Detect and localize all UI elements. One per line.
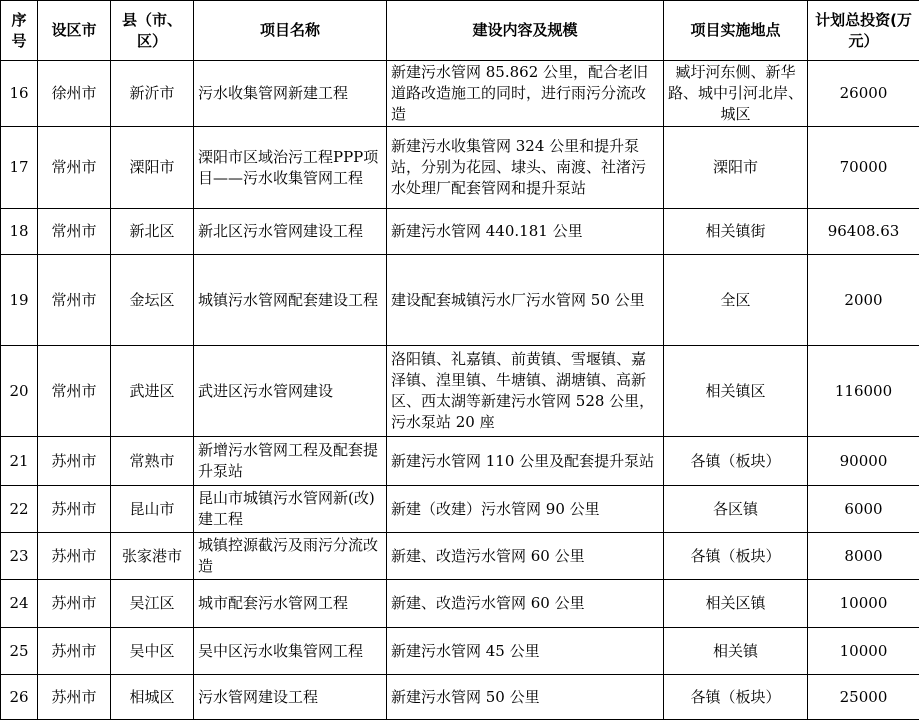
cell-county: 金坛区 [111,255,194,346]
cell-county: 相城区 [111,675,194,720]
cell-investment: 2000 [808,255,919,346]
cell-city: 常州市 [38,209,111,255]
cell-project-name: 武进区污水管网建设 [194,346,387,437]
cell-location: 各区镇 [664,486,808,533]
cell-no: 23 [1,533,38,580]
cell-project-name: 溧阳市区域治污工程PPP项目——污水收集管网工程 [194,127,387,209]
cell-project-name: 新北区污水管网建设工程 [194,209,387,255]
cell-investment: 70000 [808,127,919,209]
table-row [1,486,919,533]
cell-investment: 96408.63 [808,209,919,255]
header-project-name: 项目名称 [194,1,387,61]
header-no: 序号 [1,1,38,61]
table-row [1,675,919,720]
cell-location: 各镇（板块） [664,437,808,486]
cell-investment: 10000 [808,628,919,675]
table-row [1,127,919,209]
cell-no: 20 [1,346,38,437]
cell-project-name: 污水收集管网新建工程 [194,61,387,127]
cell-no: 25 [1,628,38,675]
header-location: 项目实施地点 [664,1,808,61]
cell-content: 建设配套城镇污水厂污水管网 50 公里 [387,255,664,346]
cell-county: 张家港市 [111,533,194,580]
table-row [1,533,919,580]
cell-city: 徐州市 [38,61,111,127]
cell-investment: 10000 [808,580,919,628]
cell-project-name: 昆山市城镇污水管网新(改)建工程 [194,486,387,533]
cell-project-name: 吴中区污水收集管网工程 [194,628,387,675]
cell-content: 新建（改建）污水管网 90 公里 [387,486,664,533]
table-row [1,346,919,437]
cell-project-name: 新增污水管网工程及配套提升泵站 [194,437,387,486]
cell-location: 各镇（板块） [664,533,808,580]
cell-no: 16 [1,61,38,127]
cell-location: 相关镇区 [664,346,808,437]
cell-location: 各镇（板块） [664,675,808,720]
cell-investment: 25000 [808,675,919,720]
cell-no: 18 [1,209,38,255]
cell-content: 新建、改造污水管网 60 公里 [387,580,664,628]
cell-investment: 6000 [808,486,919,533]
table-row [1,61,919,127]
table-row [1,437,919,486]
header-investment: 计划总投资(万元） [808,1,919,61]
table-row [1,580,919,628]
cell-project-name: 城镇控源截污及雨污分流改造 [194,533,387,580]
header-city: 设区市 [38,1,111,61]
cell-location: 相关镇街 [664,209,808,255]
table-header-row [1,1,919,61]
cell-investment: 116000 [808,346,919,437]
cell-county: 溧阳市 [111,127,194,209]
cell-content: 新建污水管网 50 公里 [387,675,664,720]
cell-city: 苏州市 [38,437,111,486]
cell-location: 臧圩河东侧、新华路、城中引河北岸、城区 [664,61,808,127]
cell-content: 洛阳镇、礼嘉镇、前黄镇、雪堰镇、嘉泽镇、湟里镇、牛塘镇、湖塘镇、高新区、西太湖等新建污水管网 528 公里，污水泵站 20 座 [387,346,664,437]
cell-city: 苏州市 [38,486,111,533]
cell-content: 新建污水管网 85.862 公里，配合老旧道路改造施工的同时，进行雨污分流改造 [387,61,664,127]
cell-content: 新建污水管网 110 公里及配套提升泵站 [387,437,664,486]
cell-city: 苏州市 [38,675,111,720]
cell-investment: 8000 [808,533,919,580]
cell-investment: 26000 [808,61,919,127]
cell-city: 苏州市 [38,533,111,580]
cell-county: 常熟市 [111,437,194,486]
cell-no: 19 [1,255,38,346]
cell-no: 21 [1,437,38,486]
cell-location: 溧阳市 [664,127,808,209]
cell-county: 新北区 [111,209,194,255]
cell-project-name: 城镇污水管网配套建设工程 [194,255,387,346]
cell-city: 常州市 [38,127,111,209]
cell-content: 新建污水管网 440.181 公里 [387,209,664,255]
cell-location: 相关区镇 [664,580,808,628]
cell-no: 26 [1,675,38,720]
cell-investment: 90000 [808,437,919,486]
cell-city: 苏州市 [38,628,111,675]
cell-county: 武进区 [111,346,194,437]
cell-county: 吴江区 [111,580,194,628]
cell-location: 相关镇 [664,628,808,675]
table-row [1,209,919,255]
table-row [1,628,919,675]
cell-city: 常州市 [38,255,111,346]
cell-no: 24 [1,580,38,628]
cell-no: 22 [1,486,38,533]
cell-no: 17 [1,127,38,209]
table-row [1,255,919,346]
cell-content: 新建污水收集管网 324 公里和提升泵站，分别为花园、埭头、南渡、社渚污水处理厂配套管网和提升泵站 [387,127,664,209]
cell-city: 常州市 [38,346,111,437]
header-content: 建设内容及规模 [387,1,664,61]
cell-project-name: 城市配套污水管网工程 [194,580,387,628]
cell-content: 新建、改造污水管网 60 公里 [387,533,664,580]
cell-county: 新沂市 [111,61,194,127]
cell-county: 吴中区 [111,628,194,675]
cell-project-name: 污水管网建设工程 [194,675,387,720]
header-county: 县（市、区） [111,1,194,61]
cell-location: 全区 [664,255,808,346]
cell-city: 苏州市 [38,580,111,628]
cell-content: 新建污水管网 45 公里 [387,628,664,675]
cell-county: 昆山市 [111,486,194,533]
